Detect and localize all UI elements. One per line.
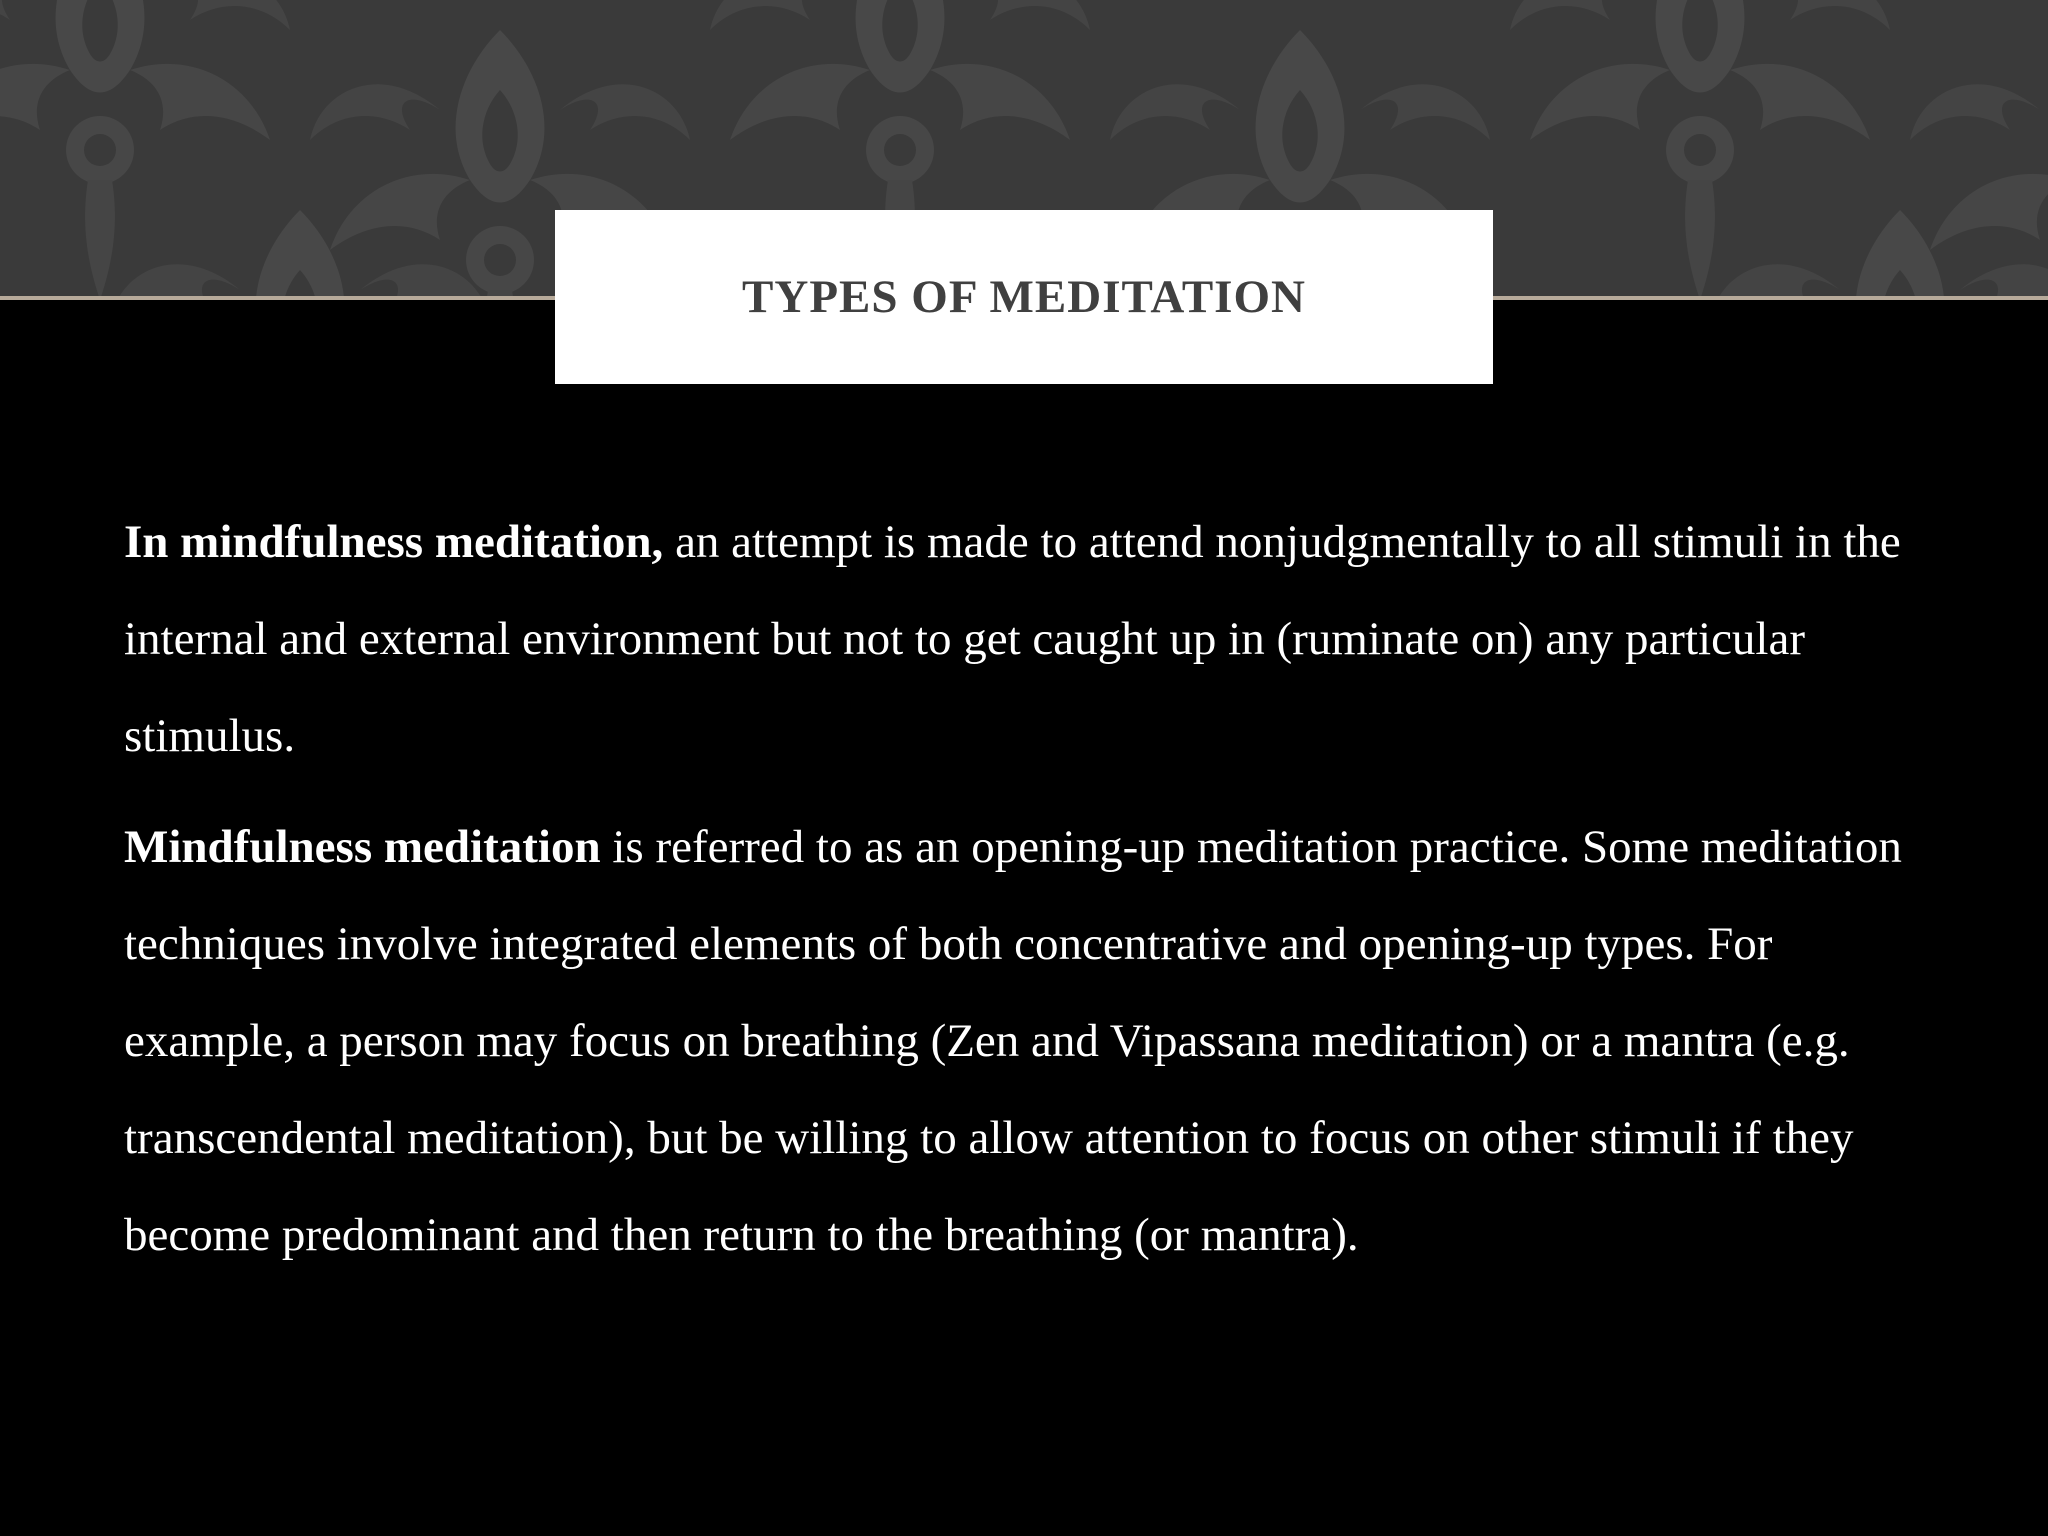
paragraph-1-text: an attempt is made to attend nonjudgmentally to all stimuli in the internal and external environment but not to get caught up in (ruminate on) any particular stimulus.	[124, 516, 1901, 762]
paragraph-1-lead: In mindfulness meditation,	[124, 516, 664, 568]
paragraph-2-lead: Mindfulness meditation	[124, 821, 601, 873]
title-box	[555, 210, 1493, 384]
body-text	[124, 494, 1944, 1284]
paragraph-1	[124, 494, 1944, 785]
slide-title: TYPES OF MEDITATION	[742, 271, 1306, 323]
paragraph-2-text: is referred to as an opening-up meditation practice. Some meditation techniques involve integrated elements of both concentrative and opening-up types. For example, a person may focus on breathing (Zen and Vipassana meditation) or a mantra (e.g. transcendental meditation), but be willing to allow attention to focus on other stimuli if they become predominant and then return to the breathing (or mantra).	[124, 821, 1902, 1261]
paragraph-2	[124, 799, 1944, 1284]
